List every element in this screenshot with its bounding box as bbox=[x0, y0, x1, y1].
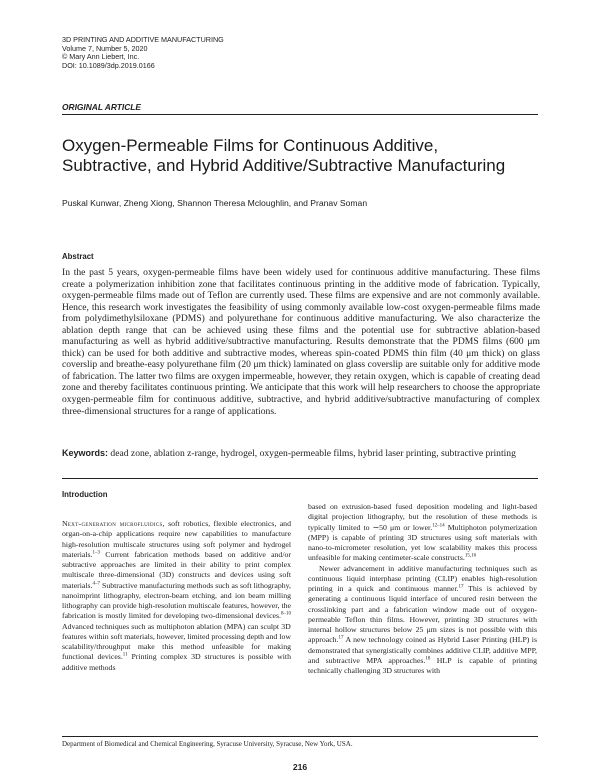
intro-paragraph: Next-generation microfluidics, soft robotics, flexible electronics, and organ-on-a-chip applications require new capabilities to manufacture high-resolution multiscale structures using soft polymer and hydrogel materials.$^{1-3}$ Current fabrication methods based on additive and/or subtractive approaches are limited in their ability to print complex multiscale three-dimensional (3D) constructs and devices using soft materials.$^{4-7}$ Subtractive manufacturing methods such as soft lithography, nanoimprint lithography, electron-beam etching, and ion beam milling lithography can provide high-resolution multiscale features, however, the fabrication is mostly limited for developing two-dimensional devices.$^{8-10}$ Advanced techniques such as multiphoton ablation (MPA) can sculpt 3D features within soft materials, however, limited processing depth and low scalability/throughput make this method unfeasible for making functional devices.$^{11}$ Printing complex 3D structures is possible with additive methods bbox=[62, 519, 291, 672]
authors: Puskal Kunwar, Zheng Xiong, Shannon Theresa Mcloughlin, and Pranav Soman bbox=[62, 198, 368, 208]
footnote-rule bbox=[62, 736, 538, 737]
citation: 11 bbox=[122, 652, 128, 658]
title-line-2: Subtractive, and Hybrid Additive/Subtractive Manufacturing bbox=[62, 156, 506, 175]
citation: 17 bbox=[338, 635, 344, 641]
citation: 1–3 bbox=[92, 550, 101, 556]
keywords bbox=[62, 448, 540, 460]
abstract-text: In the past 5 years, oxygen-permeable films have been widely used for continuous additive manufacturing. These films create a polymerization inhibition zone that facilitates continuous printing in the additive mode of fabrication. Typically, oxygen-permeable films made out of Teflon are currently used. These films are expensive and are not commonly available. Hence, this research work investigates the feasibility of using commonly available low-cost oxygen-permeable films made from polydimethylsiloxane (PDMS) and polyurethane for continuous additive manufacturing. We also characterize the ablation depth range that can be achieved using these films and the potential use for subtractive ablation-based manufacturing as well as hybrid additive/subtractive manufacturing. Results demonstrate that the PDMS films (600 μm thick) can be used for both additive and subtractive modes, whereas spin-coated PDMS thin film (40 μm thick) on glass coverslip and breathe-easy polyurethane film (20 μm thick) laminated on glass coverslip are suitable only for additive mode of fabrication. The latter two films are oxygen impermeable, however, they retain oxygen, which is capable of creating dead zone and thereby facilitates continuous printing. We anticipate that this work will help researchers to choose the appropriate oxygen-permeable film for continuous additive, subtractive, and hybrid additive/subtractive manufacturing of complex three-dimensional structures for a range of applications. bbox=[62, 267, 540, 417]
intro-lead: Next-generation microfluidics, bbox=[62, 519, 165, 528]
citation: 15,16 bbox=[464, 553, 477, 559]
intro-paragraph: Newer advancement in additive manufacturing techniques such as continuous liquid interphase printing (CLIP) enables high-resolution printing in a quick and continuous manner.$^{17}$ This is achieved by generating a continuous liquid interface of uncured resin between the crosslinking part and a fabrication window made out of oxygen-permeable Teflon thin films. However, printing 3D structures with internal hollow structures below 25 μm sizes is not possible with this approach.$^{17}$ A new technology coined as Hybrid Laser Printing (HLP) is demonstrated that synergistically combines additive CLIP, additive MPP, and subtractive MPA approaches.$^{18}$ HLP is capable of printing technically challenging 3D structures with bbox=[308, 563, 537, 675]
intro-right-column bbox=[308, 502, 537, 676]
journal-name: 3D PRINTING AND ADDITIVE MANUFACTURING bbox=[62, 35, 224, 44]
abstract-heading: Abstract bbox=[62, 252, 94, 261]
abstract-rule bbox=[62, 478, 538, 479]
page-number: 216 bbox=[292, 762, 308, 772]
citation: 12–14 bbox=[432, 522, 445, 528]
citation: 8–10 bbox=[281, 611, 291, 617]
section-label: ORIGINAL ARTICLE bbox=[62, 102, 141, 112]
journal-header bbox=[62, 36, 224, 70]
journal-copyright: © Mary Ann Liebert, Inc. bbox=[62, 52, 140, 62]
header-rule bbox=[62, 114, 538, 115]
citation: 17 bbox=[458, 584, 464, 590]
journal-volume: Volume 7, Number 5, 2020 bbox=[62, 43, 148, 53]
affiliation: Department of Biomedical and Chemical Engineering, Syracuse University, Syracuse, New York, USA. bbox=[62, 740, 353, 748]
keywords-label: Keywords: bbox=[62, 448, 109, 458]
citation: 4–7 bbox=[92, 580, 101, 586]
intro-heading: Introduction bbox=[62, 490, 108, 499]
article-title bbox=[62, 136, 532, 176]
intro-paragraph: based on extrusion-based fused deposition modeling and light-based digital projection lithography, but the resolution of these methods is typically limited to ∼50 μm or lower.$^{12-14}$ Multiphoton polymerization (MPP) is capable of printing 3D structures using soft materials with nano-to-micrometer resolution, yet low scalability makes this process unfeasible for making centimeter-scale constructs.$^{15,16}$ bbox=[308, 502, 537, 563]
intro-left-column bbox=[62, 519, 291, 673]
citation: 18 bbox=[425, 656, 431, 662]
keywords-text: dead zone, ablation z-range, hydrogel, oxygen-permeable films, hybrid laser printing, subtractive printing bbox=[110, 448, 516, 459]
title-line-1: Oxygen-Permeable Films for Continuous Additive, bbox=[62, 136, 439, 155]
journal-doi: DOI: 10.1089/3dp.2019.0166 bbox=[62, 60, 155, 70]
